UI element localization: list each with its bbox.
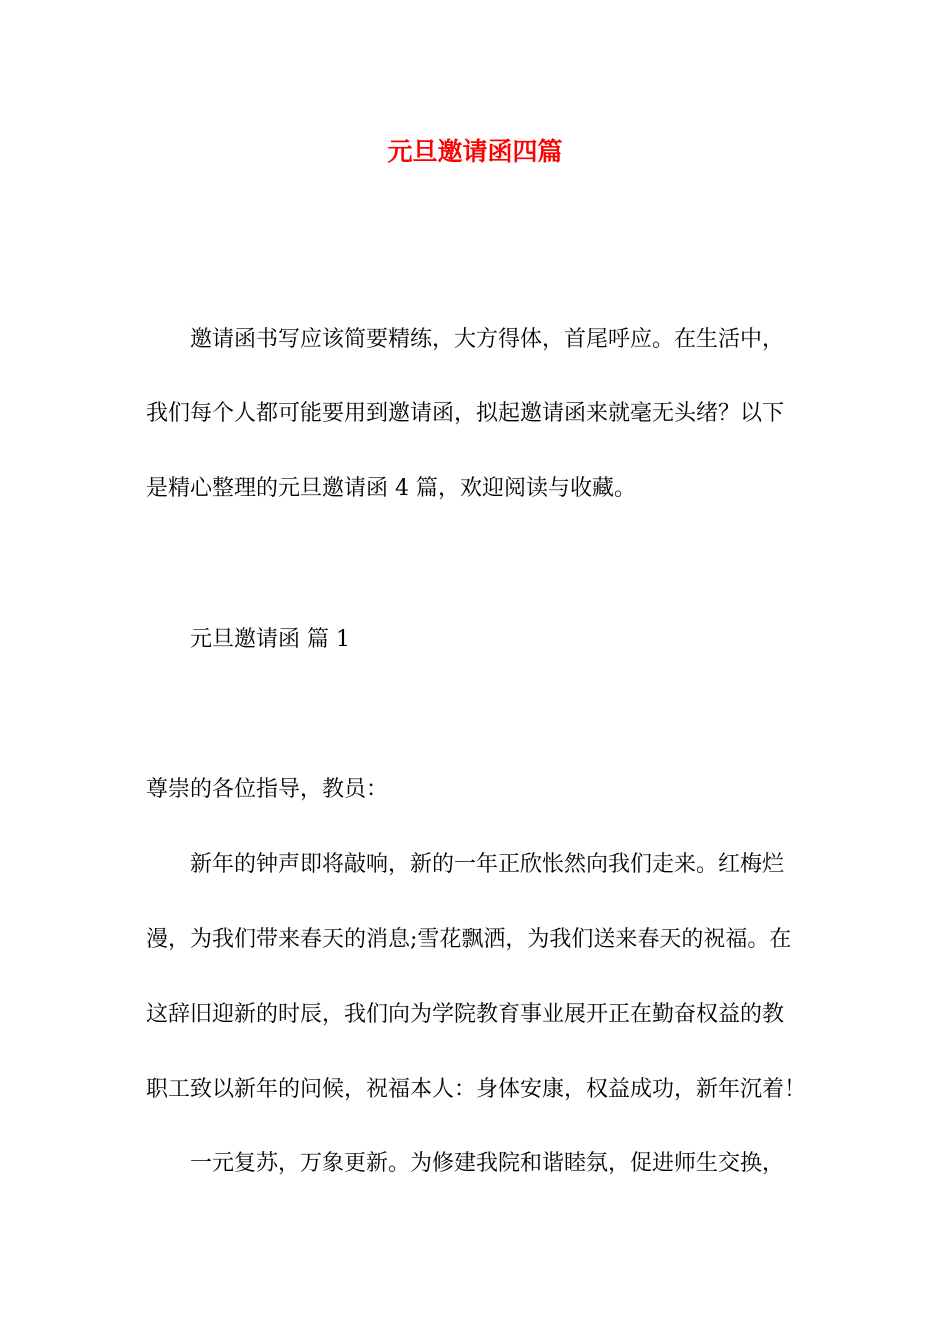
body-line-4: 职工致以新年的问候，祝福本人：身体安康，权益成功，新年沉着！ bbox=[146, 1077, 807, 1102]
body-line-5: 一元复苏，万象更新。为修建我院和谐睦氛，促进师生交换， bbox=[190, 1151, 785, 1176]
intro-line-2: 我们每个人都可能要用到邀请函，拟起邀请函来就毫无头绪？以下 bbox=[146, 401, 785, 426]
body-line-1: 新年的钟声即将敲响，新的一年正欣怅然向我们走来。红梅烂 bbox=[190, 852, 785, 877]
document-title: 元旦邀请函四篇 bbox=[387, 137, 563, 166]
intro-line-1: 邀请函书写应该简要精练，大方得体，首尾呼应。在生活中， bbox=[190, 327, 785, 352]
section-heading: 元旦邀请函 篇 1 bbox=[190, 627, 350, 652]
body-line-3: 这辞旧迎新的时辰，我们向为学院教育事业展开正在勤奋权益的教 bbox=[146, 1002, 785, 1027]
intro-line-3: 是精心整理的元旦邀请函 4 篇，欢迎阅读与收藏。 bbox=[146, 476, 636, 501]
salutation: 尊崇的各位指导，教员： bbox=[146, 777, 389, 802]
body-line-2: 漫，为我们带来春天的消息;雪花飘洒，为我们送来春天的祝福。在 bbox=[146, 927, 792, 952]
